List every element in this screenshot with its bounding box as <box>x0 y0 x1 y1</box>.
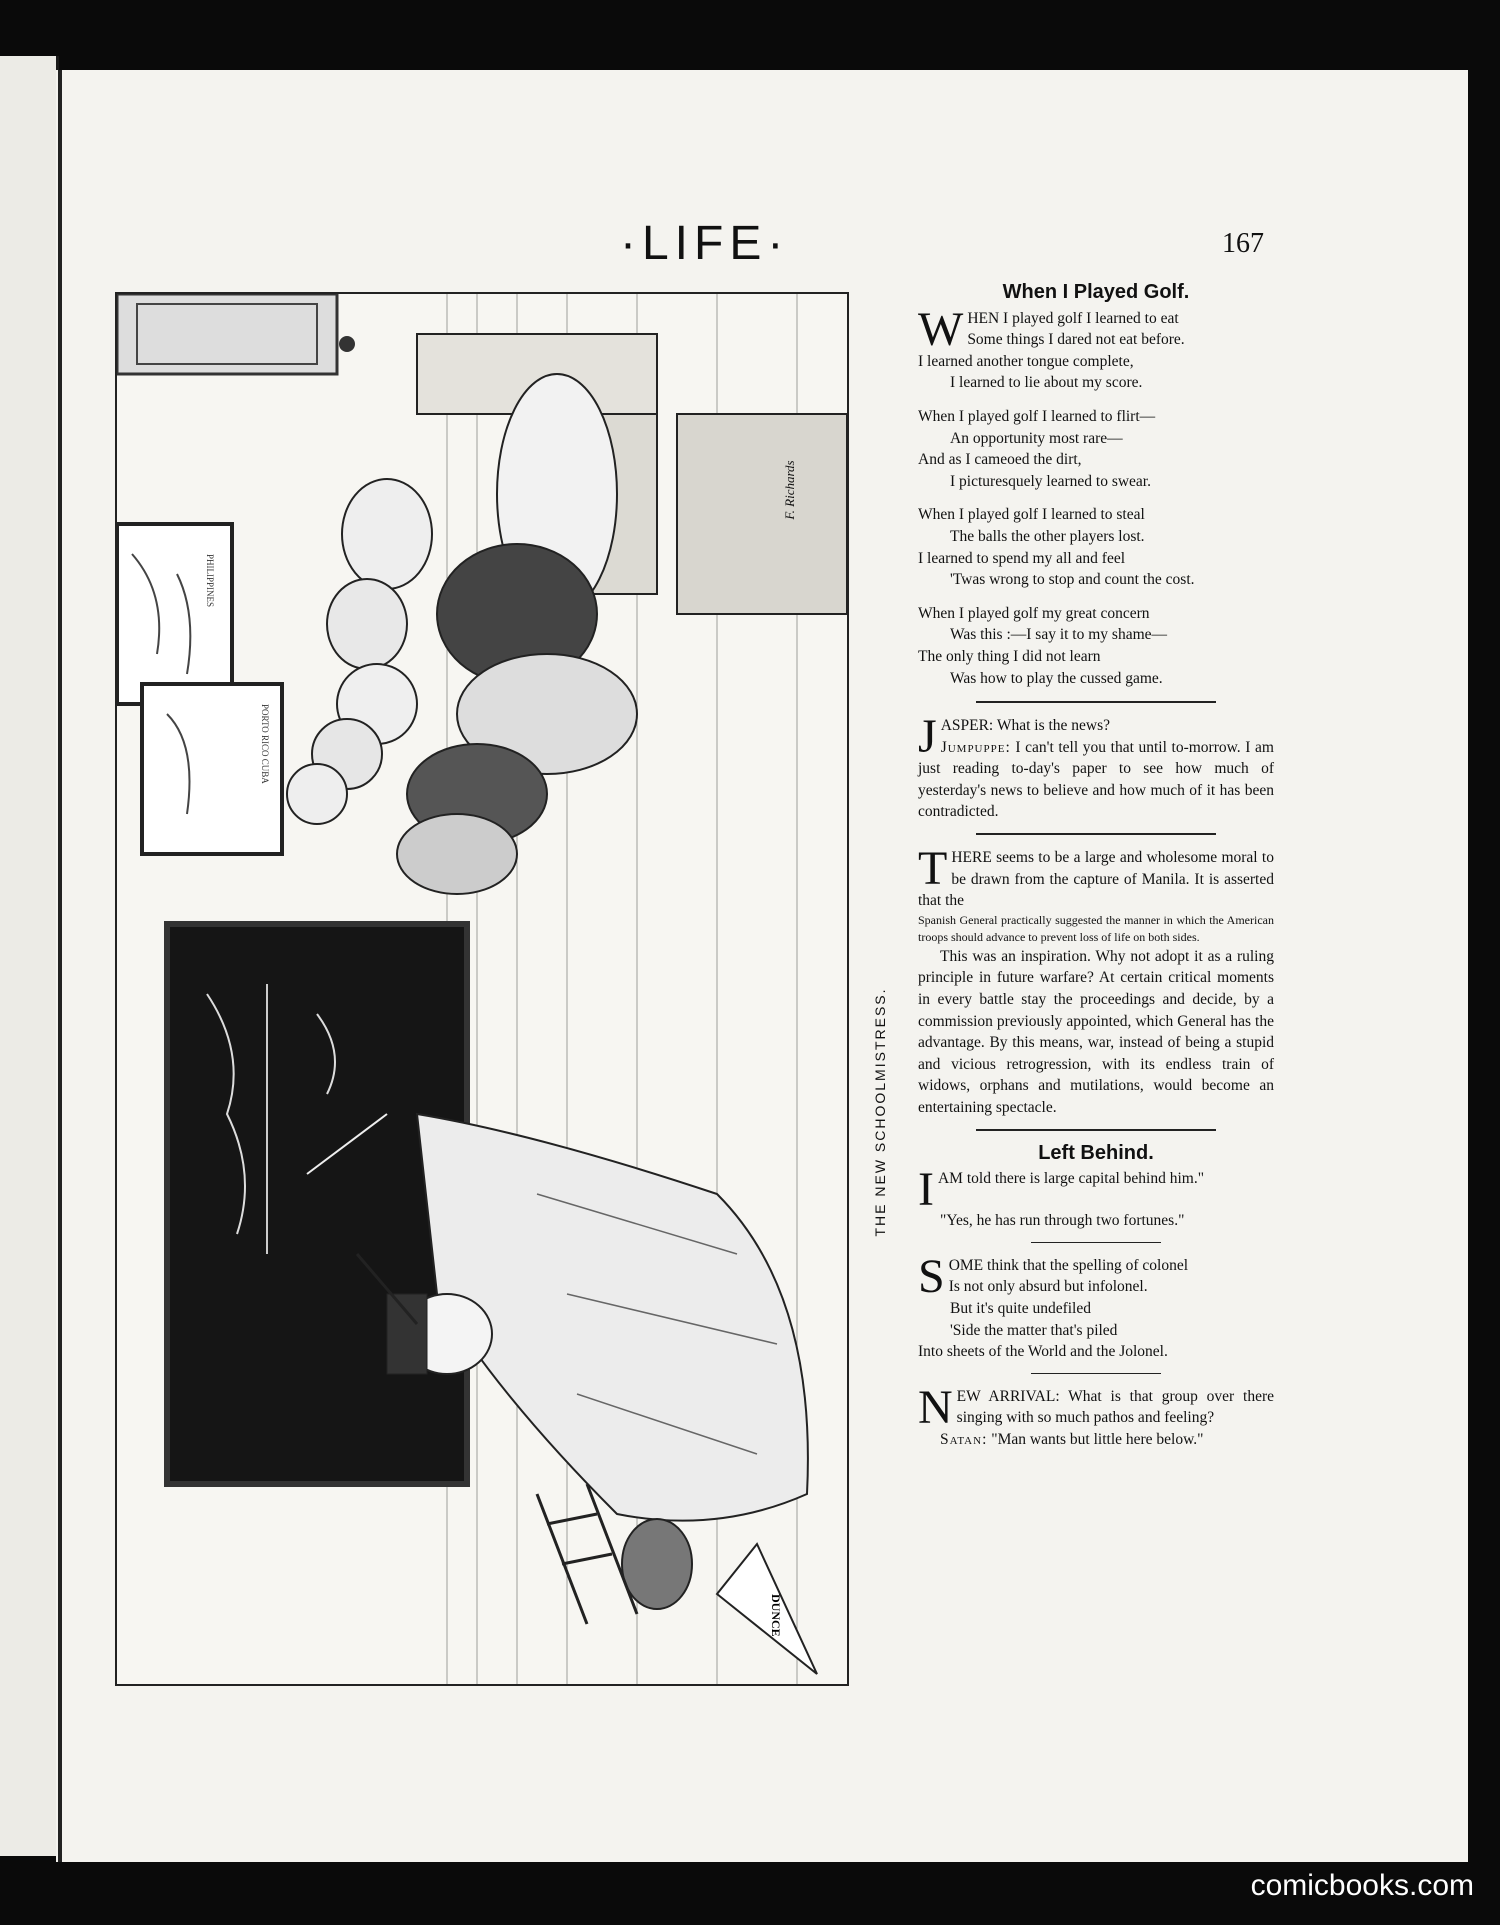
jasper-line: ASPER: What is the news? <box>940 717 1111 735</box>
jasper-speaker: Jumpuppe: <box>940 738 1011 756</box>
dropcap-w: W <box>918 302 964 356</box>
illustration-caption: THE NEW SCHOOLMISTRESS. <box>872 987 888 1237</box>
dunce-cap-text: DUNCE <box>769 1594 783 1637</box>
watermark: comicbooks.com <box>1250 1869 1474 1902</box>
poem-line: And as I cameoed the dirt, <box>918 451 1082 469</box>
dropcap-n: N <box>918 1380 953 1434</box>
poem-stanza-3 <box>918 504 1274 590</box>
poem-line: Was this :—I say it to my shame— <box>950 626 1168 644</box>
left-behind-item <box>918 1163 1274 1232</box>
section-rule <box>976 833 1216 835</box>
manila-item <box>918 842 1274 1119</box>
poem-line: When I played golf I learned to flirt— <box>918 407 1156 425</box>
blackboard <box>167 924 467 1484</box>
arrival-text: "Man wants but little here below." <box>991 1430 1204 1448</box>
poem-stanza-4 <box>918 603 1274 689</box>
section-rule <box>1031 1373 1161 1374</box>
section-rule <box>976 701 1216 703</box>
facing-page-edge <box>0 56 59 1856</box>
verse-line: OME think that the spelling of colonel <box>948 1256 1189 1274</box>
poem-line: Some things I dared not eat before. <box>967 331 1185 349</box>
dunce-child <box>622 1519 817 1674</box>
manila-lead: HERE seems to be a large and wholesome moral to be drawn from the capture of Manila. It is asserted that the <box>918 849 1274 910</box>
manila-body: This was an inspiration. Why not adopt it as a ruling principle in future warfare? At certain critical moments in every battle stay the proceedings and decide, by a commission previously appointed, which General has the advantage. By this means, war, instead of being a stupid and vicious retrogression, with its endless train of widows, orphans and mutilations, would become an entertaining spectacle. <box>918 947 1274 1116</box>
poem-line: The only thing I did not learn <box>918 647 1101 665</box>
poem-stanza-2 <box>918 406 1274 492</box>
dropcap-s: S <box>918 1249 945 1303</box>
jasper-item <box>918 710 1274 823</box>
verse-line: But it's quite undefiled <box>950 1299 1091 1317</box>
map-label-philippines: PHILIPPINES <box>205 554 215 608</box>
student-group <box>287 374 637 894</box>
arrival-speaker: Satan: <box>940 1430 988 1448</box>
poem-line: When I played golf my great concern <box>918 604 1150 622</box>
arrival-line1: EW ARRIVAL: What is that group over there singing with so much pathos and feeling? <box>956 1387 1274 1427</box>
poem-line: An opportunity most rare— <box>950 429 1123 447</box>
left-behind-line2: "Yes, he has run through two fortunes." <box>940 1212 1185 1230</box>
left-behind-title: Left Behind. <box>1038 1141 1154 1164</box>
poem-line: The balls the other players lost. <box>950 527 1145 545</box>
section-rule <box>1031 1242 1161 1243</box>
poem-line: When I played golf I learned to steal <box>918 506 1145 524</box>
poem-line: I learned to spend my all and feel <box>918 549 1126 567</box>
arrival-item <box>918 1380 1274 1451</box>
poem-stanza-1 <box>918 302 1274 394</box>
door-knob <box>339 336 355 352</box>
left-behind-line1: AM told there is large capital behind him." <box>937 1170 1205 1188</box>
poem-line: I learned another tongue complete, <box>918 352 1134 370</box>
wall-map-cuba <box>142 684 282 854</box>
wall-map-philippines <box>117 524 232 704</box>
page-gutter <box>58 70 62 1862</box>
poem-line: Was how to play the cussed game. <box>950 669 1163 687</box>
dropcap-t: T <box>918 842 948 896</box>
section-rule <box>976 1129 1216 1131</box>
poem-line: HEN I played golf I learned to eat <box>967 309 1179 327</box>
text-column <box>918 282 1274 1451</box>
masthead-title: ·LIFE· <box>620 217 790 270</box>
verse-line: Is not only absurd but infolonel. <box>948 1278 1148 1296</box>
map-label-cuba: PORTO RICO CUBA <box>260 704 270 784</box>
artist-signature: F. Richards <box>782 460 797 520</box>
page-number: 167 <box>1222 228 1264 259</box>
verse-line: 'Side the matter that's piled <box>950 1321 1118 1339</box>
colonel-verse <box>918 1249 1274 1363</box>
poem-title: When I Played Golf. <box>1002 281 1190 303</box>
dropcap-j: J <box>918 710 937 764</box>
poem-line: I learned to lie about my score. <box>950 374 1143 392</box>
door-frame <box>117 294 337 374</box>
verse-line: Into sheets of the World and the Jolonel. <box>918 1343 1168 1361</box>
schoolroom-drawing <box>117 294 847 1684</box>
jasper-text: I can't tell you that until to-morrow. I am just reading to-day's paper to see how much of yesterday's news to believe and how much of it has been contradicted. <box>918 738 1274 821</box>
poem-line: 'Twas wrong to stop and count the cost. <box>950 571 1195 589</box>
manila-small-print: Spanish General practically suggested the manner in which the American troops should advance to prevent loss of life on both sides. <box>918 912 1274 944</box>
poem-line: I picturesquely learned to swear. <box>950 472 1151 490</box>
dropcap-i: I <box>918 1163 934 1217</box>
cartoon-illustration <box>115 292 849 1686</box>
